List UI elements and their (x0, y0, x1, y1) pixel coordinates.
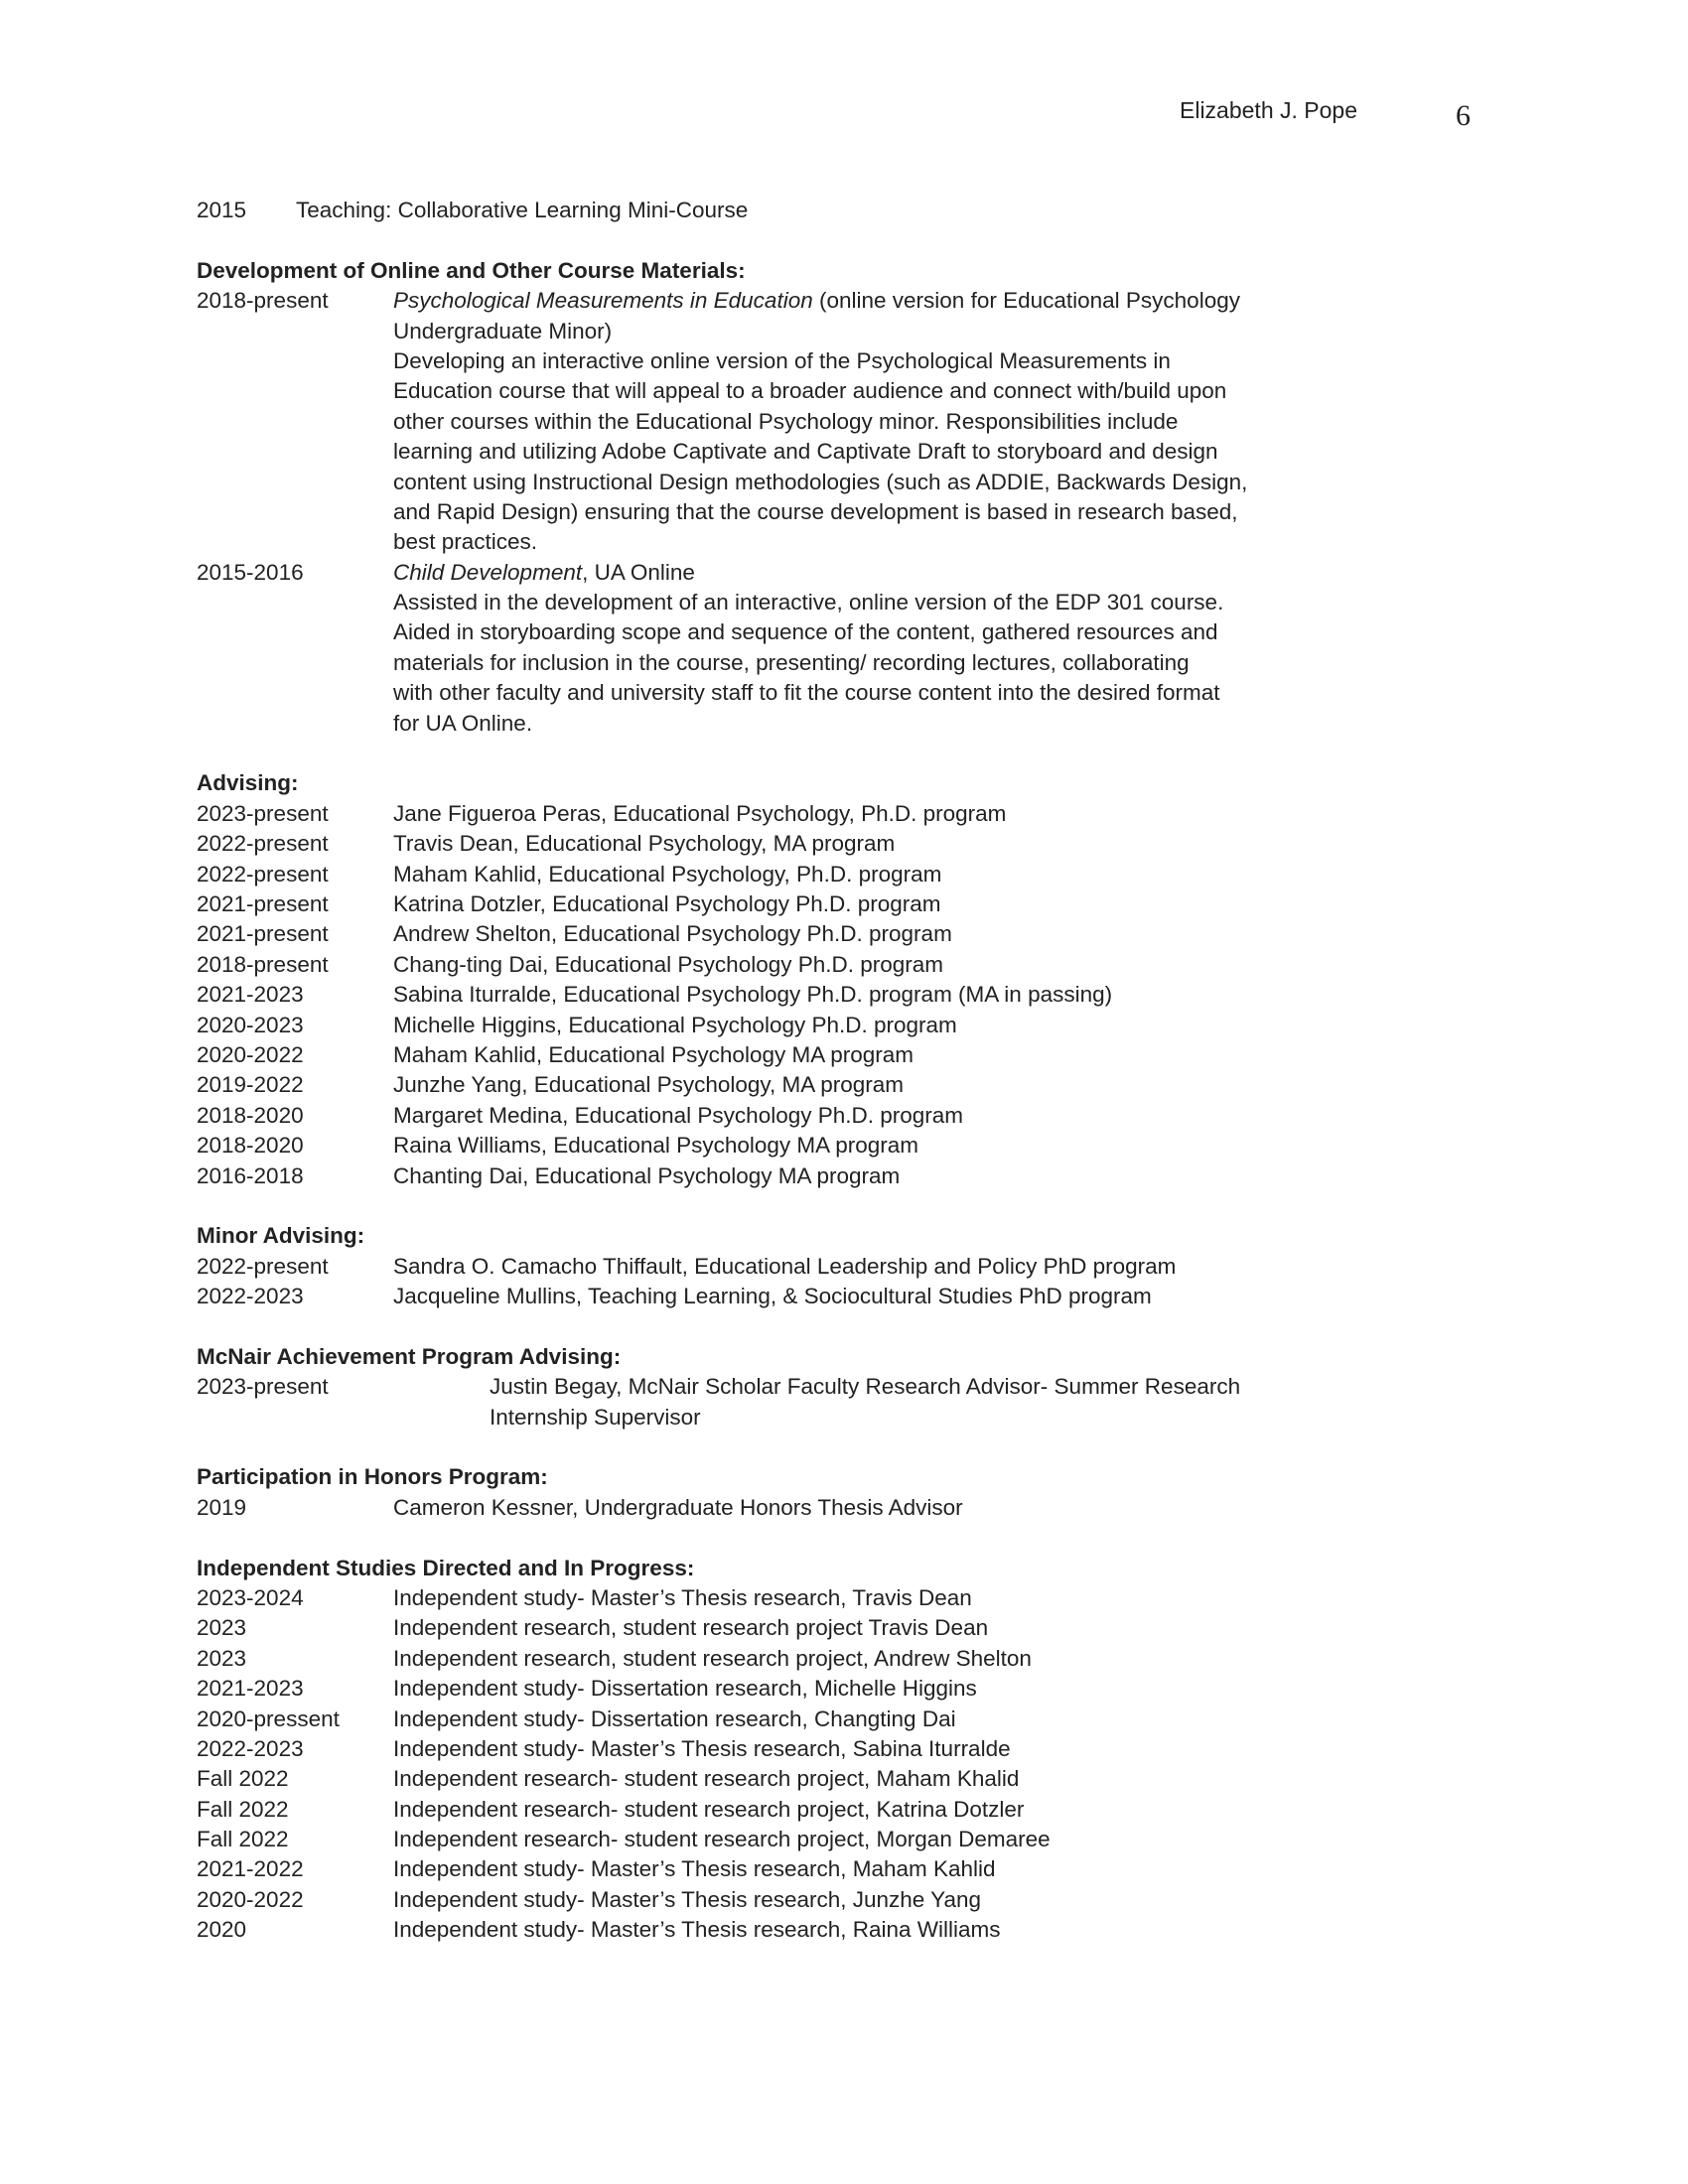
entry-line (197, 1040, 1507, 1070)
spacer (197, 1191, 1507, 1221)
entry-text: Independent study- Master’s Thesis research, Raina Williams (393, 1917, 1001, 1943)
entry-text: Raina Williams, Educational Psychology MA program (393, 1133, 918, 1159)
entry-date: 2018-present (197, 951, 329, 977)
entry-text: Independent study- Master’s Thesis research, Junzhe Yang (393, 1886, 982, 1912)
entry-date: 2020-2022 (197, 1886, 304, 1912)
entry-date: 2019-2022 (197, 1072, 304, 1098)
entry-date: 2015 (197, 198, 247, 222)
entry-line (197, 678, 1507, 708)
entry-text: materials for inclusion in the course, presenting/ recording lectures, collaborating (393, 649, 1190, 675)
entry-line (197, 1493, 1507, 1523)
section-heading: McNair Achievement Program Advising: (197, 1343, 622, 1369)
entry-date: Fall 2022 (197, 1766, 289, 1792)
entry-text: Jacqueline Mullins, Teaching Learning, & Sociocultural Studies PhD program (393, 1284, 1152, 1309)
entry-line (197, 1372, 1507, 1402)
entry-text: Education course that will appeal to a broader audience and connect with/build upon (393, 378, 1227, 404)
entry-line (197, 860, 1507, 889)
spacer (197, 225, 1507, 255)
entry-text: Independent research- student research project, Maham Khalid (393, 1766, 1020, 1792)
entry-line (197, 437, 1507, 467)
entry-text: Independent research- student research project, Morgan Demaree (393, 1827, 1051, 1852)
spacer (197, 1433, 1507, 1462)
entry-text: Cameron Kessner, Undergraduate Honors Thesis Advisor (393, 1494, 963, 1520)
entry-line (197, 1795, 1507, 1825)
entry-date: Fall 2022 (197, 1796, 289, 1822)
entry-text: Justin Begay, McNair Scholar Faculty Research Advisor- Summer Research (490, 1374, 1241, 1400)
entry-date: 2022-present (197, 861, 329, 887)
entry-text: Internship Supervisor (490, 1404, 701, 1430)
entry-date: 2015-2016 (197, 559, 304, 585)
entry-date: 2023 (197, 1615, 247, 1641)
entry-date: 2018-2020 (197, 1102, 304, 1128)
entry-text: Assisted in the development of an interactive, online version of the EDP 301 course. (393, 590, 1224, 615)
cv-content (197, 196, 1507, 1946)
entry-line (197, 919, 1507, 949)
entry-date: 2020-pressent (197, 1706, 340, 1731)
entry-line (197, 1734, 1507, 1764)
intro-entry (197, 196, 1507, 225)
entry-line (197, 1854, 1507, 1884)
entry-line (197, 709, 1507, 739)
entry-line (197, 1011, 1507, 1040)
entry-line (197, 1403, 1507, 1433)
course-title: Psychological Measurements in Education (393, 288, 813, 314)
entry-text: other courses within the Educational Psychology minor. Responsibilities include (393, 408, 1179, 434)
entry-date: 2023-2024 (197, 1584, 304, 1610)
course-title-rest: (online version for Educational Psychology (812, 288, 1240, 314)
entry-line (197, 346, 1507, 376)
running-header-name: Elizabeth J. Pope (1180, 97, 1358, 123)
entry-line (197, 950, 1507, 980)
entry-text: Developing an interactive online version of the Psychological Measurements in (393, 347, 1171, 373)
entry-text: Sabina Iturralde, Educational Psychology Ph.D. program (MA in passing) (393, 982, 1113, 1008)
entry-date: 2021-2023 (197, 1676, 304, 1702)
course-title: Child Development (393, 559, 583, 585)
entry-text: content using Instructional Design methodologies (such as ADDIE, Backwards Design, (393, 469, 1248, 494)
entry-text: Maham Kahlid, Educational Psychology, Ph.D. program (393, 861, 942, 887)
entry-date: 2022-2023 (197, 1284, 304, 1309)
entry-text: Independent study- Master’s Thesis research, Maham Kahlid (393, 1856, 996, 1882)
entry-line (197, 407, 1507, 437)
entry-text: Sandra O. Camacho Thiffault, Educational Leadership and Policy PhD program (393, 1253, 1177, 1279)
entry-text: Andrew Shelton, Educational Psychology Ph.D. program (393, 921, 952, 947)
entry-date: 2018-present (197, 288, 329, 314)
entry-date: 2021-present (197, 921, 329, 947)
entry-date: 2022-present (197, 1253, 329, 1279)
entry-title-line (393, 558, 695, 588)
entry-date: 2022-present (197, 831, 329, 857)
entry-date: 2023-present (197, 1374, 329, 1400)
entry-text: Junzhe Yang, Educational Psychology, MA program (393, 1072, 905, 1098)
entry-line (197, 1161, 1507, 1191)
entry-text: Michelle Higgins, Educational Psychology Ph.D. program (393, 1012, 957, 1037)
entry-line (197, 617, 1507, 647)
entry-text: Undergraduate Minor) (393, 318, 613, 343)
section-heading: Development of Online and Other Course Materials: (197, 257, 746, 283)
entry-date: 2016-2018 (197, 1162, 304, 1188)
entry-date: 2020-2023 (197, 1012, 304, 1037)
page-number: 6 (1456, 99, 1471, 132)
entry-date: 2021-present (197, 890, 329, 916)
entry-line (197, 1282, 1507, 1311)
entry-title-line (393, 286, 1240, 316)
entry-line (197, 286, 1507, 316)
section-heading: Minor Advising: (197, 1223, 365, 1249)
entry-line (197, 1885, 1507, 1915)
section-heading: Participation in Honors Program: (197, 1464, 548, 1490)
entry-text: Maham Kahlid, Educational Psychology MA program (393, 1041, 914, 1067)
entry-line (197, 376, 1507, 406)
entry-date: 2021-2023 (197, 982, 304, 1008)
section-heading: Advising: (197, 770, 299, 796)
entry-line (197, 1583, 1507, 1613)
entry-text: for UA Online. (393, 710, 533, 736)
section-heading: Independent Studies Directed and In Progress: (197, 1555, 695, 1580)
entry-text: Chanting Dai, Educational Psychology MA program (393, 1162, 901, 1188)
entry-line (197, 1131, 1507, 1160)
entry-line (197, 1705, 1507, 1734)
entry-text: Independent research- student research project, Katrina Dotzler (393, 1796, 1025, 1822)
entry-date: 2019 (197, 1494, 247, 1520)
entry-line (197, 317, 1507, 346)
entry-line (197, 1764, 1507, 1794)
entry-line (197, 497, 1507, 527)
entry-line (197, 829, 1507, 859)
entry-text: Independent study- Master’s Thesis research, Travis Dean (393, 1584, 972, 1610)
entry-line (197, 468, 1507, 497)
spacer (197, 1523, 1507, 1553)
entry-date: Fall 2022 (197, 1827, 289, 1852)
entry-line (197, 588, 1507, 617)
entry-text: Margaret Medina, Educational Psychology Ph.D. program (393, 1102, 964, 1128)
entry-date: 2020-2022 (197, 1041, 304, 1067)
entry-date: 2020 (197, 1917, 247, 1943)
course-title-rest: , UA Online (582, 559, 695, 585)
entry-line (197, 1915, 1507, 1945)
entry-line (197, 558, 1507, 588)
entry-line (197, 1101, 1507, 1131)
entry-line (197, 799, 1507, 829)
entry-line (197, 1644, 1507, 1674)
spacer (197, 1311, 1507, 1341)
entry-text: Katrina Dotzler, Educational Psychology Ph.D. program (393, 890, 941, 916)
entry-text: Independent research, student research project, Andrew Shelton (393, 1645, 1032, 1671)
entry-date: 2018-2020 (197, 1133, 304, 1159)
entry-text: best practices. (393, 529, 538, 555)
entry-text: Jane Figueroa Peras, Educational Psychology, Ph.D. program (393, 800, 1007, 826)
entry-text: Travis Dean, Educational Psychology, MA program (393, 831, 896, 857)
entry-text: Independent study- Dissertation research, Michelle Higgins (393, 1676, 977, 1702)
entry-line (197, 980, 1507, 1010)
entry-line (197, 1070, 1507, 1100)
entry-line (197, 648, 1507, 678)
entry-text: Aided in storyboarding scope and sequence of the content, gathered resources and (393, 619, 1218, 645)
entry-date: 2023 (197, 1645, 247, 1671)
spacer (197, 739, 1507, 768)
entry-text: learning and utilizing Adobe Captivate and Captivate Draft to storyboard and design (393, 439, 1218, 465)
entry-text: Independent study- Master’s Thesis research, Sabina Iturralde (393, 1735, 1011, 1761)
entry-line (197, 527, 1507, 557)
entry-date: 2022-2023 (197, 1735, 304, 1761)
entry-text: Chang-ting Dai, Educational Psychology Ph.D. program (393, 951, 944, 977)
entry-line (197, 889, 1507, 919)
entry-text: Independent study- Dissertation research, Changting Dai (393, 1706, 956, 1731)
entry-date: 2021-2022 (197, 1856, 304, 1882)
entry-text: with other faculty and university staff to fit the course content into the desired format (393, 680, 1220, 706)
entry-text: and Rapid Design) ensuring that the course development is based in research based, (393, 498, 1238, 524)
entry-line (197, 1252, 1507, 1282)
entry-line (197, 1674, 1507, 1704)
entry-text: Teaching: Collaborative Learning Mini-Course (296, 198, 749, 222)
entry-line (197, 1613, 1507, 1643)
entry-line (197, 1825, 1507, 1854)
entry-text: Independent research, student research project Travis Dean (393, 1615, 989, 1641)
entry-date: 2023-present (197, 800, 329, 826)
